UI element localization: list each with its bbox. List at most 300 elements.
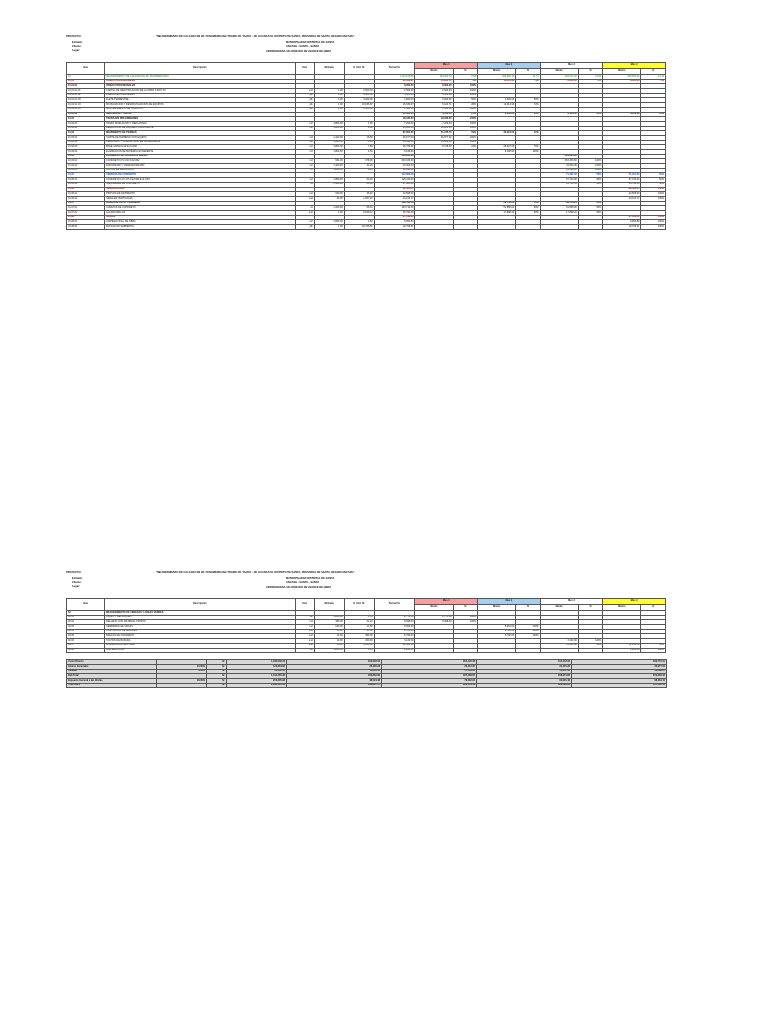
col-pct: % [641,69,666,75]
summary-cell-pct: 18.00% [157,678,207,683]
cell-m2: 3,100.00 [478,112,516,117]
col-metrado: Metrado [314,63,344,75]
cell-p2: 25% [516,112,541,117]
cell-p1: 59% [453,131,478,136]
cell-desc: CARTEL DE IDENTIFICACION DE LA OBRA 3.60X7.20 [105,89,296,94]
cell-par: 44,304.00 [374,164,415,169]
cell-p2: 100% [516,150,541,155]
cell-desc: OBRAS PROVISIONALES [105,84,296,89]
cell-desc: MEJORAMIENTO DE CALZADA EN JR. PANAMERICANA [105,75,296,80]
cell-desc: TRAZO NIVELACION Y REPLANTEO [105,121,296,126]
cell-m3: 57,720.00 [540,178,578,183]
cell-p4: 50% [641,182,666,187]
cell-und: glb [295,98,314,103]
cell-pu: 1.20 [344,648,374,653]
cell-und: ml [295,168,314,173]
sheet-page-1 [66,36,666,230]
cell-met: 4.00 [314,210,344,215]
cell-par: 139,512.48 [374,201,415,206]
cell-m3: 363,333.60 [540,159,578,164]
cell-item: 01.07.02 [67,210,105,215]
cell-m1: 5,122.71 [415,103,453,108]
cell-item: 01.06 [67,187,105,192]
cell-par: 7,209.00 [374,121,415,126]
cell-desc: MITIGACION AMBIENTAL [105,225,296,230]
cell-pu: 23.64 [344,182,374,187]
cell-p3 [578,648,603,653]
cell-und: glb [295,93,314,98]
cell-par: 32,036.67 [374,79,415,84]
cell-m4: 18,765.61 [603,225,641,230]
cell-pu: 31.20 [344,164,374,169]
cell-und: m2 [295,164,314,169]
cell-und: und [295,643,314,648]
col-monto: Monto [603,605,641,611]
cell-desc: OBRAS DE ARTE Y DRENAJE [105,201,296,206]
sheet-page-2 [66,572,666,688]
col-pct: % [578,69,603,75]
cell-par: 8,168.90 [374,150,415,155]
cell-p1: 100% [453,135,478,140]
cell-p2 [516,225,541,230]
cell-pu: 7.65 [344,145,374,150]
cell-p4: 2% [641,79,666,84]
summary-cell-m2: 407,238.55 [382,674,477,679]
cell-par: 36,765.90 [374,145,415,150]
cell-m3: 3,100.00 [540,112,578,117]
cell-m1: 193,002.34 [415,75,453,80]
cell-p1: 100% [453,93,478,98]
cell-p1: 100% [453,107,478,112]
cell-m2 [478,225,516,230]
summary-cell-m4: 32,977.34 [572,664,667,669]
cell-p4: 50% [641,643,666,648]
cell-par: 8,650.80 [374,220,415,225]
cell-m2: 28,047.60 [478,145,516,150]
cell-item: 02.07 [67,643,105,648]
cell-pu: 1,667.22 [344,196,374,201]
cell-p3: 100% [578,164,603,169]
cell-item: 02.02 [67,620,105,625]
cell-p4: 100% [641,192,666,197]
client-label: Cliente: [72,581,82,584]
cell-item: 01.02.02 [67,126,105,131]
cell-m3: 51,858.00 [540,206,578,211]
cell-desc: SARDINELES DE CONCRETO [105,182,296,187]
summary-cell-label: Total Obra [67,683,157,688]
cell-m1 [415,225,453,230]
summary-cell-m2: 17,706.02 [382,669,477,674]
cell-pu: 1.80 [344,220,374,225]
cell-p3: 50% [578,182,603,187]
cell-pu: 5,500.00 [344,93,374,98]
cell-m1: 1,500.00 [415,107,453,112]
col-monto: Monto [478,605,516,611]
col-mes1: Mes 1 [415,63,478,69]
cell-par: 5,500.00 [374,93,415,98]
cell-p1: 100% [453,615,478,620]
cell-item: 01.01.01.03 [67,98,105,103]
cell-m2: 229,960.15 [478,75,516,80]
cell-met: 1.00 [314,103,344,108]
cell-p4: 50% [641,178,666,183]
cell-p2: 100% [516,625,541,630]
cell-pu: 1.50 [344,121,374,126]
cell-m1: 26,677.00 [415,135,453,140]
cell-p2: 14.74 [516,75,541,80]
cell-pu: 18,036.67 [344,103,374,108]
place-name: ANCASH - SANTA - SANTA [286,45,320,48]
cell-par: 16,340.40 [374,140,415,145]
cell-desc: RELLENO CON MATERIAL PROPIO [105,620,296,625]
summary-cell-m3: 312,152.00 [477,660,572,665]
col-und: Und. [295,599,314,611]
cell-m1: 3,100.00 [415,112,453,117]
cell-p2 [516,648,541,653]
summary-cell-sym: S/. [207,669,227,674]
project-label: PROYECTO: [66,35,82,38]
cell-par: 3,120.00 [374,639,415,644]
cell-pu: 1.50 [344,615,374,620]
cell-p1: 24% [453,145,478,150]
cell-desc: DEMOLICION DE PAVIMENTO EXISTENTE [105,126,296,131]
cell-met: 12.00 [314,639,344,644]
cell-pu: 12.60 [344,625,374,630]
cell-und: und [295,634,314,639]
cell-p4: 100% [641,215,666,220]
col-desc: Descripción [105,599,296,611]
col-monto: Monto [415,605,453,611]
col-monto: Monto [478,69,516,75]
cell-met: 1,420.00 [314,164,344,169]
cell-m4: 8,000.00 [603,79,641,84]
cell-und: m3 [295,620,314,625]
cell-p3: 25% [578,112,603,117]
cell-item: 01.01.01.02 [67,93,105,98]
cell-desc: BANCAS DE CONCRETO [105,634,296,639]
col-pct: % [516,605,541,611]
cell-item: 01.04 [67,154,105,159]
cell-met: 1,802.50 [314,150,344,155]
summary-body [67,660,667,688]
cell-par: 27,423.06 [374,182,415,187]
schedule-title: CRONOGRAMA VALORIZADO DE AVANCE DE OBRA [266,50,332,53]
cell-und: und [295,89,314,94]
cell-p1: 28% [453,103,478,108]
cell-p3 [578,225,603,230]
cell-met: 620.00 [314,192,344,197]
cell-item: 01.03.04 [67,150,105,155]
cell-m1: 51,735.70 [415,131,453,136]
cell-pu: 86.43 [344,206,374,211]
summary-row [67,683,667,688]
cell-m3: 419,286.06 [540,154,578,159]
col-pu: P. Unit. S/. [344,599,374,611]
cell-und: m3 [295,150,314,155]
cell-met: 1,850.00 [314,615,344,620]
cell-pu: 18.50 [344,135,374,140]
cell-m1: 10,831.50 [415,126,453,131]
cell-met: 640.00 [314,625,344,630]
cell-par: 18,040.50 [374,117,415,122]
cell-m1: 2,775.00 [415,615,453,620]
summary-cell-m4: 379,239.42 [572,674,667,679]
cell-pu: 480.00 [344,634,374,639]
cell-met: 1.00 [314,89,344,94]
schedule-body-2 [67,611,666,653]
summary-cell-total: 254,205.98 [227,678,287,683]
cell-m3 [540,648,578,653]
cell-item: 01.07 [67,201,105,206]
cell-pu: 9.00 [344,126,374,131]
cell-desc: SEMBRADO DE GRASS [105,625,296,630]
summary-cell-label: Gastos Generales [67,664,157,669]
cell-par: 419,286.06 [374,154,415,159]
cell-pu: 3.40 [344,140,374,145]
cell-desc: SEGURIDAD Y SALUD [105,112,296,117]
col-mes3: Mes 3 [540,599,603,605]
cell-p1: 100% [453,140,478,145]
table-row [67,225,666,230]
col-pct: % [578,605,603,611]
cell-par: 1,113,106.86 [374,75,415,80]
cell-par: 11,648.46 [374,168,415,173]
cell-par: 35,796.48 [374,210,415,215]
cell-desc: ENCOFRADO Y DESENCOFRADO [105,164,296,169]
cell-p1 [453,648,478,653]
cell-met: 1,442.00 [314,135,344,140]
cell-m3: 17,898.24 [540,210,578,215]
cell-m1 [415,648,453,653]
cell-par: 2,220.00 [374,648,415,653]
cell-par: 87,952.20 [374,131,415,136]
summary-cell-m3: 423,590.26 [477,683,572,688]
cell-pu: 4,000.00 [344,98,374,103]
table-row [67,648,666,653]
summary-cell-label: Impuesto General a las Ventas [67,678,157,683]
cell-und: m2 [295,178,314,183]
cell-m3 [540,225,578,230]
cell-met: 24.00 [314,196,344,201]
cell-met: 961.20 [314,159,344,164]
cell-item: 01.07.01 [67,206,105,211]
summary-cell-m2: 35,412.05 [382,664,477,669]
cell-und: und [295,210,314,215]
cell-m1: 18,040.50 [415,117,453,122]
schedule-table-2 [66,598,666,653]
cell-par: 363,333.60 [374,159,415,164]
cell-p3: 50% [578,643,603,648]
cell-par: 8,064.00 [374,625,415,630]
cell-p3: 50% [578,206,603,211]
cell-par: 115,440.00 [374,178,415,183]
summary-cell-m3: 358,974.80 [477,674,572,679]
cell-p1: 100% [453,121,478,126]
cell-par: 10,831.50 [374,126,415,131]
cell-m4: 62,581.17 [603,187,641,192]
col-desc: Descripción [105,63,296,75]
cell-p4: 50% [641,173,666,178]
cell-met: 1.00 [314,225,344,230]
cell-desc: SEÑALES VERTICALES [105,196,296,201]
place-label: Lugar: [72,585,81,588]
cell-desc: CUNETAS DE CONCRETO [105,206,296,211]
cell-desc: PLANTACION DE ARBOLES [105,629,296,634]
cell-und: m2 [295,648,314,653]
cell-desc: FLETE TERRESTRE [105,98,296,103]
cell-item: 02 [67,611,105,616]
cell-m1: 8,718.30 [415,145,453,150]
summary-cell-total: 61,402.41 [227,669,287,674]
cell-m1: 2,500.00 [415,89,453,94]
project-name: "MEJORAMIENTO DE CALZADA EN JR. PANAMERICANA TRAMO JR. TACNA - JR. HUANCAYO, DISTRITO DE SANTA, PROVINCIA DE SANTA, REGION ANCASH" [156,571,355,574]
cell-p2: 76% [516,145,541,150]
cell-m2: 2,000.00 [478,98,516,103]
cell-p2: 41% [516,131,541,136]
col-pct: % [453,69,478,75]
cell-item: 01.01.01 [67,84,105,89]
col-item: Item [67,599,105,611]
cell-m2: 16,413.96 [478,79,516,84]
summary-cell-m1: 23,200.23 [287,664,382,669]
cell-m4: 57,720.00 [603,178,641,183]
cell-und: und [295,196,314,201]
cell-item: 01.02 [67,117,105,122]
cell-und: glb [295,103,314,108]
cell-desc: OBRAS PROVISIONALES [105,79,296,84]
cell-desc: TACHOS DE BASURA [105,639,296,644]
summary-table [66,659,667,688]
cell-p3: 15.50 [578,75,603,80]
summary-cell-m3: 15,607.60 [477,669,572,674]
cell-item: 01.01.01.01 [67,89,105,94]
cell-par: 5,760.00 [374,634,415,639]
cell-desc: CONCRETO F'C=175 KG/CM2 E=0.10M [105,178,296,183]
cell-p2: 50% [516,206,541,211]
summary-cell-total: 1,412,255.46 [227,674,287,679]
cell-p3: 2% [578,79,603,84]
cell-desc: TRABAJOS PRELIMINARES [105,117,296,122]
cell-m4: 71,431.53 [603,173,641,178]
cell-item: 01.05.02 [67,182,105,187]
cell-und: ml [295,206,314,211]
cell-pu: 2,500.00 [344,89,374,94]
cell-item: 01.06.01 [67,192,105,197]
col-pct: % [453,605,478,611]
cell-item: 02.01 [67,615,105,620]
cell-p4: 100% [641,187,666,192]
cell-m1: 7,209.00 [415,121,453,126]
cell-desc: CONCRETO F'C=210 KG/CM2 [105,159,296,164]
col-mes2: Mes 2 [478,599,541,605]
cell-met: 1,160.00 [314,182,344,187]
cell-item: 01.01.01.05 [67,107,105,112]
entity-name: MUNICIPALIDAD DISTRITAL DE SANTA [286,577,335,580]
cell-par: 8,000.00 [374,84,415,89]
cell-item: 01.02.01 [67,121,105,126]
cell-pu: 378.00 [344,159,374,164]
col-monto: Monto [415,69,453,75]
cell-m3: 71,431.53 [540,173,578,178]
col-mes2: Mes 2 [478,63,541,69]
project-name: "MEJORAMIENTO DE CALZADA EN JR. PANAMERICANA TRAMO JR. TACNA - JR. HUANCAYO, DISTRITO DE SANTA, PROVINCIA DE SANTA, REGION ANCASH" [156,35,355,38]
cell-p2: 100% [516,634,541,639]
cell-par: 26,677.00 [374,135,415,140]
cell-par: 8,398.00 [374,620,415,625]
cell-und: m2 [295,615,314,620]
cell-item: 01.03 [67,131,105,136]
cell-par: 1,500.00 [374,107,415,112]
cell-m4: 27,416.41 [603,215,641,220]
schedule-table-1 [66,62,666,230]
cell-p1: 100% [453,89,478,94]
cell-par: 27,416.41 [374,215,415,220]
col-pct: % [641,605,666,611]
cell-desc: PAVIMENTO DE CONCRETO RIGIDO [105,154,296,159]
cell-und: glb [295,107,314,112]
client-label: Cliente: [72,45,82,48]
cell-met: 60.00 [314,629,344,634]
col-und: Und. [295,63,314,75]
cell-m1: 2,000.00 [415,98,453,103]
cell-m3: 13,711.53 [540,182,578,187]
cell-item: 01.08.01 [67,220,105,225]
cell-desc: ELIMINACION DE MATERIAL EXCEDENTE [105,150,296,155]
summary-cell-m1: 314,827.17 [287,683,382,688]
cell-par: 2,700.00 [374,629,415,634]
cell-p1: 100% [453,117,478,122]
col-monto: Monto [603,69,641,75]
summary-cell-m4: 16,488.67 [572,669,667,674]
cell-p2: 50% [516,201,541,206]
cell-item: 01.05.01 [67,178,105,183]
cell-desc: ALCANTARILLAS [105,210,296,215]
summary-cell-label: Costo Directo [67,660,157,665]
col-mes1: Mes 1 [415,599,478,605]
col-parcial: Parcial S/. [374,63,415,75]
cell-desc: MOVIMIENTO DE TIERRAS [105,131,296,136]
col-mes4: Mes 4 [603,599,666,605]
cell-p1: 8.95 [453,75,478,80]
cell-met: 1,260.00 [314,168,344,173]
summary-cell-total: 1,228,048.23 [227,660,287,665]
cell-m2: 69,756.24 [478,201,516,206]
cell-par: 62,581.17 [374,187,415,192]
cell-und: m2 [295,625,314,630]
cell-par: 22,568.00 [374,192,415,197]
cell-p2: 72% [516,103,541,108]
summary-cell-m3: 64,615.46 [477,678,572,683]
cell-par: 4,000.00 [374,98,415,103]
cell-m4: 8,650.80 [603,220,641,225]
cell-met: 4,806.00 [314,220,344,225]
cell-p1: 3% [453,79,478,84]
summary-cell-label: Sub Total [67,674,157,679]
cell-und: und [295,639,314,644]
summary-cell-sym: S/. [207,664,227,669]
cell-desc: SEÑALIZACION [105,187,296,192]
cell-m1: 15,622.71 [415,79,453,84]
cell-item: 01 [67,75,105,80]
cell-par: 18,765.61 [374,225,415,230]
cell-p3: 100% [578,168,603,173]
cell-p4: 21.15 [641,75,666,80]
cell-met: 1.00 [314,98,344,103]
cell-p3: 100% [578,159,603,164]
summary-cell-m2: 73,302.94 [382,678,477,683]
cell-und: m2 [295,220,314,225]
cell-desc: LIMPIEZA FINAL [105,648,296,653]
